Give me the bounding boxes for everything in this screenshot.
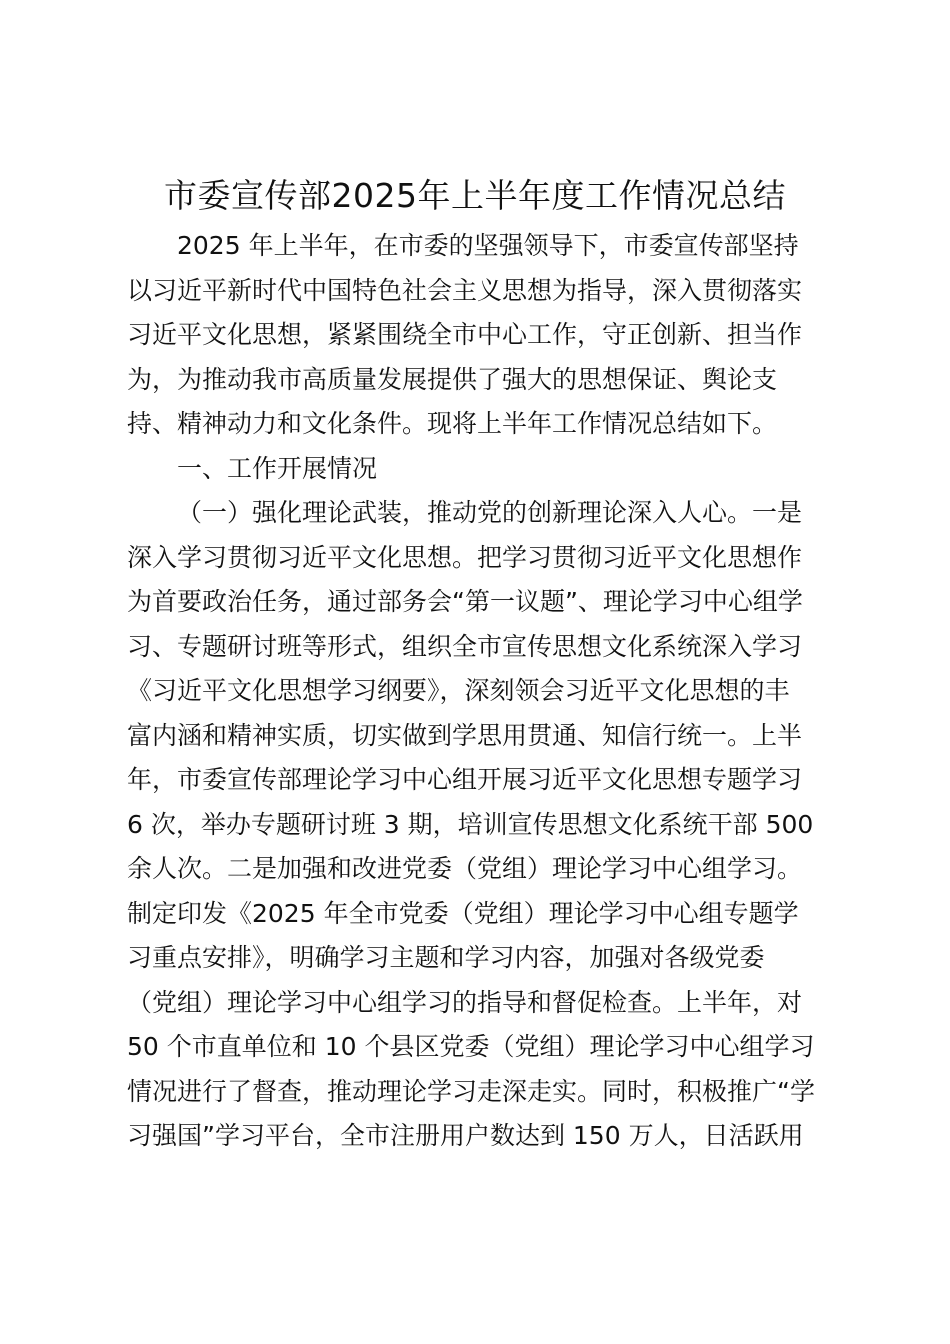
section-heading: 一、工作开展情况 xyxy=(177,454,378,483)
document-title: 市委宣传部2025年上半年度工作情况总结 xyxy=(164,176,786,215)
paragraph-line: 习近平文化思想，紧紧围绕全市中心工作，守正创新、担当作 xyxy=(127,320,803,349)
paragraph-line: （党组）理论学习中心组学习的指导和督促检查。上半年，对 xyxy=(127,988,803,1017)
paragraph-line: 为，为推动我市高质量发展提供了强大的思想保证、舆论支 xyxy=(127,365,778,394)
paragraph-line: 50 个市直单位和 10 个县区党委（党组）理论学习中心组学习 xyxy=(127,1032,815,1061)
paragraph-line: 习重点安排》，明确学习主题和学习内容，加强对各级党委 xyxy=(127,943,765,972)
paragraph-line: 为首要政治任务，通过部务会“第一议题”、理论学习中心组学 xyxy=(127,587,803,616)
paragraph-line: 年，市委宣传部理论学习中心组开展习近平文化思想专题学习 xyxy=(127,765,803,794)
paragraph-line: 制定印发《2025 年全市党委（党组）理论学习中心组专题学 xyxy=(127,899,799,928)
paragraph-line: 以习近平新时代中国特色社会主义思想为指导，深入贯彻落实 xyxy=(127,276,803,305)
paragraph-line: 持、精神动力和文化条件。现将上半年工作情况总结如下。 xyxy=(127,409,778,438)
paragraph-line: （一）强化理论武装，推动党的创新理论深入人心。一是 xyxy=(177,498,803,527)
paragraph-line: 2025 年上半年，在市委的坚强领导下，市委宣传部坚持 xyxy=(177,231,799,260)
paragraph-line: 余人次。二是加强和改进党委（党组）理论学习中心组学习。 xyxy=(127,854,803,883)
paragraph-line: 富内涵和精神实质，切实做到学思用贯通、知信行统一。上半 xyxy=(127,721,803,750)
paragraph-line: 情况进行了督查，推动理论学习走深走实。同时，积极推广“学 xyxy=(127,1077,815,1106)
paragraph-line: 习、专题研讨班等形式，组织全市宣传思想文化系统深入学习 xyxy=(127,632,803,661)
paragraph-line: 习强国”学习平台，全市注册用户数达到 150 万人，日活跃用 xyxy=(127,1121,804,1150)
paragraph-line: 6 次，举办专题研讨班 3 期，培训宣传思想文化系统干部 500 xyxy=(127,810,814,839)
paragraph-line: 《习近平文化思想学习纲要》，深刻领会习近平文化思想的丰 xyxy=(127,676,790,705)
paragraph-line: 深入学习贯彻习近平文化思想。把学习贯彻习近平文化思想作 xyxy=(127,543,803,572)
